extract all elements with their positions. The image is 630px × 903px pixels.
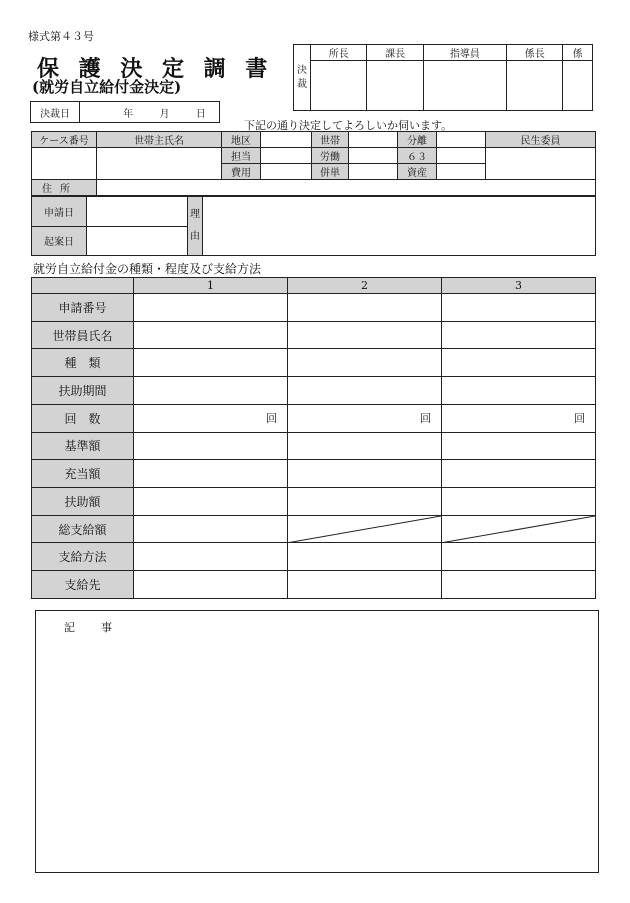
row-label-member-name: 世帯員氏名 (32, 321, 134, 349)
total-cell-struck (442, 515, 596, 543)
grid-cell[interactable] (288, 349, 442, 377)
count-cell[interactable]: 回 (288, 404, 442, 432)
draft-date-value[interactable] (87, 226, 188, 256)
apply-date-value[interactable] (87, 197, 188, 227)
grid-corner (32, 278, 134, 294)
apply-date-label: 申請日 (32, 197, 87, 227)
row-label-appropriation: 充当額 (32, 460, 134, 488)
grid-cell[interactable] (442, 571, 596, 599)
separation-value[interactable] (437, 132, 486, 148)
count-cell[interactable]: 回 (442, 404, 596, 432)
address-value[interactable] (97, 180, 596, 196)
count-cell[interactable]: 回 (134, 404, 288, 432)
form-title: 保 護 決 定 調 書 (37, 56, 274, 82)
stamp-cell[interactable] (311, 61, 367, 111)
total-cell-struck (288, 515, 442, 543)
assets-value[interactable] (437, 164, 486, 180)
form-number: 様式第４３号 (28, 30, 94, 43)
head-name-value[interactable] (97, 148, 222, 180)
decision-date-label: 決裁日 (31, 102, 80, 122)
approval-col-subsection-chief: 係長 (507, 45, 563, 61)
approval-request-text: 下記の通り決定してよろしいか伺います。 (244, 119, 453, 132)
approval-label: 決 裁 (294, 45, 311, 111)
row-label-payee: 支給先 (32, 571, 134, 599)
grid-col-3: 3 (442, 278, 596, 294)
approval-col-director: 所長 (311, 45, 367, 61)
code-value[interactable] (437, 148, 486, 164)
single-label: 併単 (312, 164, 349, 180)
grid-cell[interactable] (134, 488, 288, 516)
expense-value[interactable] (261, 164, 312, 180)
single-value[interactable] (349, 164, 398, 180)
row-label-type: 種 類 (32, 349, 134, 377)
draft-date-label: 起案日 (32, 226, 87, 256)
grid-cell[interactable] (442, 543, 596, 571)
grid-cell[interactable] (442, 432, 596, 460)
household-value[interactable] (349, 132, 398, 148)
welfare-commissioner-value[interactable] (486, 148, 596, 180)
strike-line (442, 516, 595, 543)
separation-label: 分離 (398, 132, 437, 148)
grid-cell[interactable] (288, 294, 442, 322)
row-label-period: 扶助期間 (32, 377, 134, 405)
case-no-label: ケース番号 (32, 132, 97, 148)
reason-label: 理 由 (188, 197, 203, 256)
grid-cell[interactable] (288, 432, 442, 460)
reason-value[interactable] (203, 197, 596, 256)
code-label: ６３ (398, 148, 437, 164)
labor-label: 労働 (312, 148, 349, 164)
stamp-cell[interactable] (367, 61, 423, 111)
day-label: 日 (195, 108, 206, 120)
grid-cell[interactable] (442, 488, 596, 516)
decision-date-field[interactable] (80, 102, 219, 122)
decision-date-box (30, 101, 220, 123)
area-value[interactable] (261, 132, 312, 148)
grid-cell[interactable] (134, 377, 288, 405)
grid-col-1: 1 (134, 278, 288, 294)
grid-cell[interactable] (134, 543, 288, 571)
row-label-aid-amount: 扶助額 (32, 488, 134, 516)
stamp-cell[interactable] (423, 61, 506, 111)
grid-cell[interactable] (288, 571, 442, 599)
row-label-count: 回 数 (32, 404, 134, 432)
case-info-table (31, 131, 596, 196)
year-label: 年 (123, 108, 134, 120)
section-title: 就労自立給付金の種類・程度及び支給方法 (33, 262, 262, 276)
head-name-label: 世帯主氏名 (97, 132, 222, 148)
strike-line (288, 516, 441, 543)
application-table (31, 196, 596, 256)
grid-cell[interactable] (442, 460, 596, 488)
row-label-application-no: 申請番号 (32, 294, 134, 322)
staff-label: 担当 (222, 148, 261, 164)
grid-cell[interactable] (288, 321, 442, 349)
approval-col-supervisor: 指導員 (423, 45, 506, 61)
staff-value[interactable] (261, 148, 312, 164)
address-label: 住所 (32, 180, 97, 196)
household-label: 世帯 (312, 132, 349, 148)
approval-col-section-chief: 課長 (367, 45, 423, 61)
expense-label: 費用 (222, 164, 261, 180)
welfare-commissioner-label: 民生委員 (486, 132, 596, 148)
grid-cell[interactable] (288, 460, 442, 488)
grid-cell[interactable] (134, 294, 288, 322)
area-label: 地区 (222, 132, 261, 148)
benefit-grid (31, 277, 596, 599)
case-no-value[interactable] (32, 148, 97, 180)
row-label-payment-method: 支給方法 (32, 543, 134, 571)
grid-cell[interactable] (442, 321, 596, 349)
form-subtitle: (就労自立給付金決定) (32, 78, 182, 96)
approval-col-staff: 係 (563, 45, 593, 61)
row-label-total: 総支給額 (32, 515, 134, 543)
remarks-label: 記事 (64, 621, 138, 634)
grid-cell[interactable] (134, 571, 288, 599)
stamp-cell[interactable] (563, 61, 593, 111)
grid-cell[interactable] (134, 460, 288, 488)
stamp-cell[interactable] (507, 61, 563, 111)
grid-cell[interactable] (442, 377, 596, 405)
grid-cell[interactable] (442, 349, 596, 377)
row-label-base-amount: 基準額 (32, 432, 134, 460)
grid-cell[interactable] (288, 488, 442, 516)
grid-cell[interactable] (134, 515, 288, 543)
remarks-box[interactable] (35, 610, 599, 873)
assets-label: 資産 (398, 164, 437, 180)
grid-cell[interactable] (288, 377, 442, 405)
month-label: 月 (159, 108, 170, 120)
grid-col-2: 2 (288, 278, 442, 294)
approval-stamp-table (293, 44, 593, 111)
labor-value[interactable] (349, 148, 398, 164)
grid-cell[interactable] (134, 349, 288, 377)
grid-cell[interactable] (134, 432, 288, 460)
grid-cell[interactable] (288, 543, 442, 571)
grid-cell[interactable] (134, 321, 288, 349)
grid-cell[interactable] (442, 294, 596, 322)
